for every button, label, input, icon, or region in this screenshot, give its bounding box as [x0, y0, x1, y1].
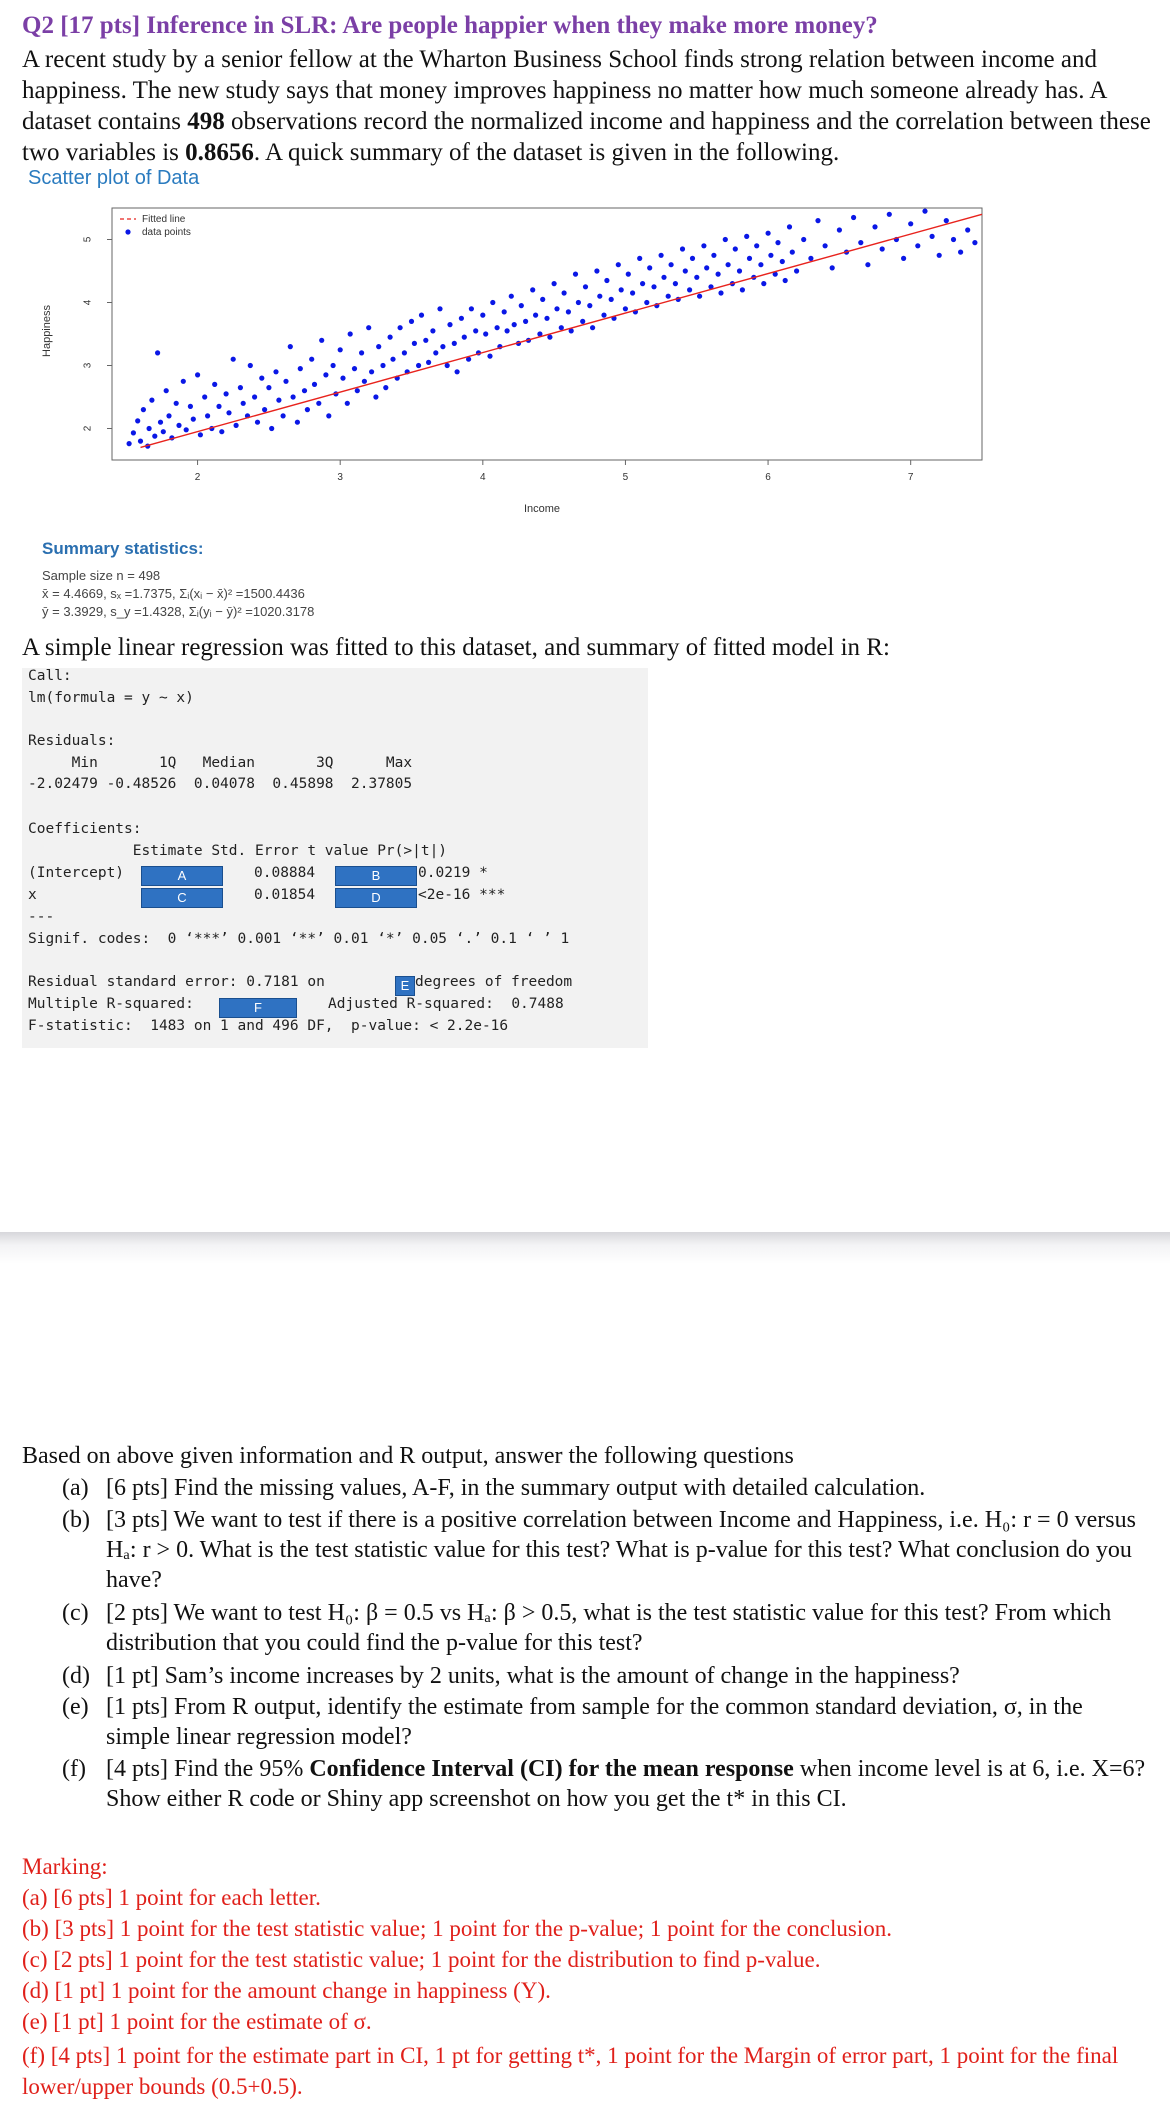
scatter-plot-title: Scatter plot of Data	[28, 167, 200, 189]
data-point	[580, 319, 585, 324]
data-point	[623, 306, 628, 311]
question-intro	[22, 44, 1154, 168]
data-point	[295, 420, 300, 425]
blank-b: B	[335, 866, 417, 886]
question-text: [1 pts] From R output, identify the estimate from sample for the common standard deviation, σ, in the simple linear regression model?	[106, 1694, 1083, 1750]
data-point	[276, 398, 281, 403]
data-point	[562, 290, 567, 295]
question-f-pre: [4 pts] Find the 95%	[106, 1756, 310, 1782]
y-axis-label: Happiness	[41, 305, 53, 357]
data-point	[419, 313, 424, 318]
data-point	[412, 341, 417, 346]
data-point	[305, 407, 310, 412]
data-point	[922, 209, 927, 214]
data-point	[138, 439, 143, 444]
data-point	[380, 363, 385, 368]
data-point	[238, 385, 243, 390]
intro-text-2: observations record the normalized income and happiness and the correlation between these two variables is	[22, 108, 1151, 166]
data-point	[131, 430, 136, 435]
question-title: Q2 [17 pts] Inference in SLR: Are people happier when they make more money?	[22, 12, 878, 39]
data-point	[226, 410, 231, 415]
data-point	[262, 407, 267, 412]
data-point	[158, 420, 163, 425]
data-point	[398, 325, 403, 330]
data-point	[259, 376, 264, 381]
data-point	[376, 344, 381, 349]
data-point	[559, 325, 564, 330]
r-intercept-p: 0.0219 *	[418, 865, 488, 881]
legend-point-swatch	[125, 229, 130, 234]
data-point	[340, 376, 345, 381]
data-point	[616, 262, 621, 267]
data-point	[505, 328, 510, 333]
data-point	[462, 335, 467, 340]
data-point	[426, 360, 431, 365]
data-point	[661, 275, 666, 280]
data-point	[783, 278, 788, 283]
data-point	[309, 357, 314, 362]
data-point	[326, 413, 331, 418]
data-point	[573, 272, 578, 277]
data-point	[355, 388, 360, 393]
data-point	[390, 357, 395, 362]
data-point	[161, 429, 166, 434]
data-point	[323, 372, 328, 377]
data-point	[164, 388, 169, 393]
data-point	[794, 268, 799, 273]
x-tick-label: 3	[337, 472, 343, 483]
x-axis-label: Income	[523, 503, 561, 515]
data-point	[669, 262, 674, 267]
marking-heading: Marking:	[22, 1854, 108, 1879]
question-label: (d)	[62, 1663, 90, 1689]
data-point	[191, 417, 196, 422]
data-point	[694, 275, 699, 280]
data-point	[338, 347, 343, 352]
data-point	[149, 398, 154, 403]
data-point	[409, 319, 414, 324]
data-point	[473, 328, 478, 333]
question-d	[62, 1661, 1152, 1691]
blank-c: C	[141, 888, 223, 908]
data-point	[302, 388, 307, 393]
data-point	[312, 382, 317, 387]
r-x-se: 0.01854	[254, 887, 316, 903]
marking-e: (e) [1 pt] 1 point for the estimate of σ.	[22, 2009, 372, 2034]
data-point	[523, 319, 528, 324]
data-point	[176, 423, 181, 428]
data-point	[440, 344, 445, 349]
data-point	[345, 401, 350, 406]
r-x-p: <2e-16 ***	[418, 887, 506, 903]
data-point	[937, 253, 942, 258]
data-point	[815, 218, 820, 223]
data-point	[951, 237, 956, 242]
data-point	[202, 394, 207, 399]
data-point	[659, 253, 664, 258]
data-point	[780, 259, 785, 264]
x-statistics: x̄ = 4.4669, sₓ =1.7375, Σᵢ(xᵢ − x̄)² =1500.4436	[42, 586, 305, 601]
data-point	[887, 212, 892, 217]
data-point	[141, 407, 146, 412]
data-point	[972, 240, 977, 245]
data-point	[512, 322, 517, 327]
data-point	[775, 240, 780, 245]
data-point	[768, 253, 773, 258]
sample-size: Sample size n = 498	[42, 568, 161, 583]
data-point	[373, 394, 378, 399]
data-point	[269, 426, 274, 431]
data-point	[530, 287, 535, 292]
data-point	[644, 300, 649, 305]
r-coefficients-label: Coefficients:	[28, 821, 142, 837]
data-point	[509, 294, 514, 299]
data-point	[352, 366, 357, 371]
data-point	[837, 227, 842, 232]
data-point	[872, 224, 877, 229]
blank-f: F	[219, 998, 297, 1018]
x-tick-label: 4	[480, 472, 486, 483]
data-point	[402, 350, 407, 355]
data-point	[495, 325, 500, 330]
data-point	[880, 246, 885, 251]
data-point	[423, 338, 428, 343]
r-call-label: Call:	[28, 668, 72, 684]
data-point	[647, 265, 652, 270]
fit-intro: A simple linear regression was fitted to this dataset, and summary of fitted model in R:	[22, 634, 890, 661]
data-point	[205, 413, 210, 418]
r-call: lm(formula = y ~ x)	[28, 690, 194, 706]
blank-a: A	[141, 866, 223, 886]
data-point	[761, 281, 766, 286]
r-multiple-r2-label: Multiple R-squared:	[28, 996, 203, 1012]
data-point	[266, 385, 271, 390]
question-label: (a)	[62, 1475, 89, 1501]
data-point	[576, 300, 581, 305]
data-point	[566, 309, 571, 314]
data-point	[640, 281, 645, 286]
data-point	[865, 262, 870, 267]
marking-b: (b) [3 pts] 1 point for the test statistic value; 1 point for the p-value; 1 point for the conclusion.	[22, 1916, 892, 1941]
data-point	[459, 316, 464, 321]
data-point	[195, 372, 200, 377]
r-residual-headers: Min 1Q Median 3Q Max	[28, 755, 421, 771]
correlation-value: 0.8656	[185, 139, 254, 166]
data-point	[552, 281, 557, 286]
question-text: [3 pts] We want to test if there is a positive correlation between Income and Happiness, i.e. H₀: r = 0 versus Hₐ: r > 0. What is the test statistic value for this test? What is p-value for this test? What conclusion do you have?	[106, 1507, 1136, 1593]
question-e	[62, 1692, 1152, 1752]
data-point	[452, 341, 457, 346]
data-point	[604, 278, 609, 283]
data-point	[188, 404, 193, 409]
data-point	[858, 240, 863, 245]
data-point	[212, 382, 217, 387]
data-point	[359, 350, 364, 355]
question-f	[62, 1754, 1152, 1814]
data-point	[683, 268, 688, 273]
r-signif-codes: Signif. codes: 0 ‘***’ 0.001 ‘**’ 0.01 ‘*’ 0.05 ‘.’ 0.1 ‘ ’ 1	[28, 931, 570, 947]
data-point	[147, 426, 152, 431]
question-text: [6 pts] Find the missing values, A-F, in the summary output with detailed calculation.	[106, 1475, 926, 1501]
r-row-intercept-name: (Intercept)	[28, 865, 125, 881]
r-adjusted-r2: Adjusted R-squared: 0.7488	[328, 996, 564, 1012]
data-point	[740, 287, 745, 292]
marking-d: (d) [1 pt] 1 point for the amount change in happiness (Y).	[22, 1978, 551, 2003]
marking-a: (a) [6 pts] 1 point for each letter.	[22, 1885, 321, 1910]
blank-d: D	[335, 888, 417, 908]
page-break	[0, 1232, 1170, 1264]
y-tick-label: 2	[82, 425, 94, 432]
question-label: (c)	[62, 1600, 89, 1626]
data-point	[701, 243, 706, 248]
r-residuals-label: Residuals:	[28, 733, 116, 749]
blank-e: E	[395, 976, 415, 996]
data-point	[369, 369, 374, 374]
r-rse-pre: Residual standard error: 0.7181 on	[28, 974, 334, 990]
data-point	[690, 256, 695, 261]
data-point	[726, 262, 731, 267]
data-point	[626, 272, 631, 277]
data-point	[127, 441, 132, 446]
y-tick-label: 3	[82, 362, 94, 369]
data-point	[241, 401, 246, 406]
r-row-x-name: x	[28, 887, 37, 903]
data-point	[319, 338, 324, 343]
question-label: (b)	[62, 1507, 90, 1533]
data-point	[540, 297, 545, 302]
data-point	[166, 413, 171, 418]
data-point	[252, 394, 257, 399]
r-intercept-se: 0.08884	[254, 865, 316, 881]
data-point	[554, 306, 559, 311]
data-point	[231, 357, 236, 362]
data-point	[490, 300, 495, 305]
question-text	[106, 1754, 1152, 1814]
data-point	[790, 250, 795, 255]
data-point	[687, 287, 692, 292]
data-point	[181, 379, 186, 384]
data-point	[704, 265, 709, 270]
marking-c: (c) [2 pts] 1 point for the test statistic value; 1 point for the distribution to find p-value.	[22, 1947, 821, 1972]
data-point	[298, 366, 303, 371]
x-tick-label: 6	[765, 472, 771, 483]
data-point	[587, 303, 592, 308]
data-point	[281, 413, 286, 418]
data-point	[915, 243, 920, 248]
data-point	[184, 427, 189, 432]
data-point	[733, 246, 738, 251]
data-point	[754, 243, 759, 248]
data-point	[666, 294, 671, 299]
data-point	[680, 246, 685, 251]
data-point	[234, 423, 239, 428]
data-point	[651, 284, 656, 289]
x-tick-label: 7	[907, 472, 914, 483]
data-point	[930, 234, 935, 239]
intro-text-3: . A quick summary of the dataset is given in the following.	[253, 139, 840, 166]
data-point	[519, 303, 524, 308]
question-c	[62, 1598, 1152, 1658]
marking-f: (f) [4 pts] 1 point for the estimate part in CI, 1 pt for getting t*, 1 point for the Margin of error part, 1 point for the final lower/upper bounds (0.5+0.5).	[22, 2043, 1119, 2099]
data-point	[362, 379, 367, 384]
data-point	[547, 335, 552, 340]
data-point	[383, 385, 388, 390]
data-point	[609, 297, 614, 302]
y-tick-label: 5	[82, 236, 94, 243]
data-point	[711, 253, 716, 258]
question-b	[62, 1505, 1152, 1595]
data-point	[198, 432, 203, 437]
data-point	[908, 221, 913, 226]
data-point	[483, 331, 488, 336]
question-text: [1 pt] Sam’s income increases by 2 units, what is the amount of change in the happiness?	[106, 1663, 960, 1689]
data-point	[283, 379, 288, 384]
n-observations: 498	[187, 108, 225, 135]
data-point	[152, 434, 157, 439]
data-point	[601, 313, 606, 318]
data-point	[348, 331, 353, 336]
data-point	[744, 234, 749, 239]
data-point	[801, 237, 806, 242]
data-point	[366, 325, 371, 330]
data-point	[944, 218, 949, 223]
scatter-plot	[32, 196, 992, 526]
question-label: (f)	[62, 1756, 86, 1782]
data-point	[437, 306, 442, 311]
data-point	[630, 290, 635, 295]
intro-text-1: A recent study by a senior fellow at the Wharton Business School finds strong relation between income and happiness. The new study says that money improves happiness no matter how much someone already has. A dataset contains	[22, 46, 1107, 135]
data-point	[965, 227, 970, 232]
r-rse-post: degrees of freedom	[415, 974, 573, 990]
r-separator: ---	[28, 909, 55, 925]
y-statistics: ȳ = 3.3929, s_y =1.4328, Σᵢ(yᵢ − ȳ)² =1020.3178	[42, 604, 315, 619]
data-point	[619, 287, 624, 292]
data-point	[823, 243, 828, 248]
data-point	[637, 256, 642, 261]
data-point	[958, 250, 963, 255]
data-point	[430, 328, 435, 333]
data-point	[224, 391, 229, 396]
data-point	[388, 335, 393, 340]
x-tick-label: 2	[194, 472, 201, 483]
data-point	[288, 344, 293, 349]
data-point	[502, 309, 507, 314]
data-point	[787, 224, 792, 229]
data-point	[747, 256, 752, 261]
data-point	[174, 401, 179, 406]
data-point	[216, 404, 221, 409]
r-output-box	[22, 668, 648, 1048]
data-point	[594, 268, 599, 273]
data-point	[597, 294, 602, 299]
y-tick-label: 4	[82, 299, 94, 306]
x-tick-label: 5	[622, 472, 629, 483]
data-point	[808, 256, 813, 261]
data-point	[716, 272, 721, 277]
data-point	[544, 316, 549, 321]
plot-frame	[112, 208, 982, 460]
data-point	[445, 363, 450, 368]
data-point	[416, 363, 421, 368]
question-f-post: when income level is at 6, i.e. X=6? Show either R code or Shiny app screenshot on how you get the t* in this CI.	[106, 1756, 1146, 1812]
data-point	[487, 354, 492, 359]
data-point	[901, 256, 906, 261]
data-point	[469, 306, 474, 311]
data-point	[273, 369, 278, 374]
data-point	[219, 429, 224, 434]
data-point	[255, 420, 260, 425]
data-point	[583, 284, 588, 289]
question-f-bold: Confidence Interval (CI) for the mean response	[309, 1756, 794, 1782]
question-label: (e)	[62, 1694, 89, 1720]
data-point	[433, 350, 438, 355]
question-a	[62, 1473, 1152, 1503]
data-point	[533, 313, 538, 318]
data-point	[737, 268, 742, 273]
data-point	[758, 262, 763, 267]
data-point	[718, 290, 723, 295]
data-point	[723, 237, 728, 242]
data-point	[766, 231, 771, 236]
r-residual-values: -2.02479 -0.48526 0.04078 0.45898 2.37805	[28, 776, 421, 792]
data-point	[455, 369, 460, 374]
question-text: [2 pts] We want to test H₀: β = 0.5 vs Hₐ: β > 0.5, what is the test statistic value for this test? From which distribution that you could find the p-value for this test?	[106, 1600, 1112, 1656]
data-point	[248, 363, 253, 368]
data-point	[135, 418, 140, 423]
questions-heading: Based on above given information and R output, answer the following questions	[22, 1443, 794, 1469]
data-point	[830, 265, 835, 270]
r-fstatistic: F-statistic: 1483 on 1 and 496 DF, p-value: < 2.2e-16	[28, 1018, 509, 1034]
data-point	[590, 325, 595, 330]
data-point	[697, 294, 702, 299]
data-point	[851, 215, 856, 220]
data-point	[155, 350, 160, 355]
data-point	[673, 281, 678, 286]
summary-heading: Summary statistics:	[42, 539, 204, 558]
legend-data-points: data points	[142, 227, 191, 238]
r-coef-header: Estimate Std. Error t value Pr(>|t|)	[28, 843, 482, 859]
data-point	[331, 363, 336, 368]
data-point	[447, 322, 452, 327]
data-point	[480, 313, 485, 318]
data-point	[291, 394, 296, 399]
data-point	[316, 401, 321, 406]
legend-fitted-line: Fitted line	[142, 214, 186, 225]
